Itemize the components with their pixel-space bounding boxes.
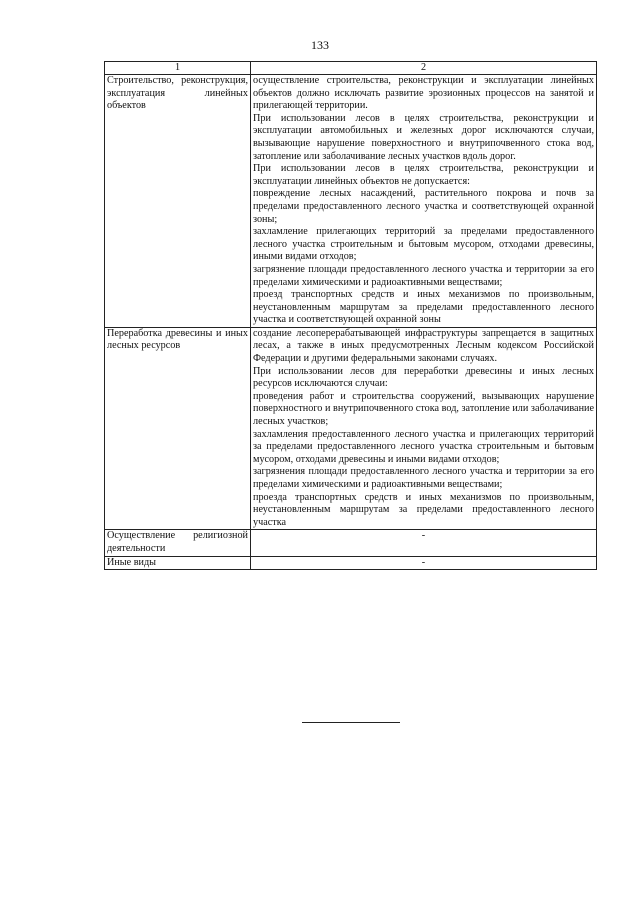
table-row [105,530,597,556]
requirements-table [104,61,597,570]
column-header-2: 2 [251,62,597,75]
requirement-paragraph: загрязнение площади предоставленного лесного участка и территории за его пределами химическими и радиоактивными веществами; [253,263,594,288]
requirement-paragraph: проведения работ и строительства сооружений, вызывающих нарушение поверхностного и внутрипочвенного стока вод, затопление или заболачивание лесных участков; [253,390,594,428]
requirement-paragraph: захламление прилегающих территорий за пределами предоставленного лесного участка строительным и бытовым мусором, отходами древесины, иными видами отходов; [253,226,594,263]
table-row [105,75,597,328]
requirement-paragraph: проезд транспортных средств и иных механизмов по произвольным, неустановленным маршрутам за пределами предоставленного лесного участка и соответствующей охранной зоны [253,289,594,326]
requirements-cell: - [251,556,597,570]
activity-cell: Иные виды [105,556,251,570]
requirement-paragraph: При использовании лесов для переработки древесины и иных лесных ресурсов исключаются случаи: [253,365,594,390]
requirements-cell [251,75,597,328]
table-header-row [105,62,597,75]
requirement-paragraph: повреждение лесных насаждений, растительного покрова и почв за пределами предоставленного лесного участка и соответствующей охранной зоны; [253,188,594,225]
requirement-paragraph: загрязнения площади предоставленного лесного участка и территории за его пределами химическими и радиоактивными веществами; [253,466,594,490]
table-row [105,327,597,530]
requirement-paragraph: осуществление строительства, реконструкции и эксплуатации линейных объектов должно исключать развитие эрозионных процессов на занятой и прилегающей территории. [253,75,594,112]
activity-cell: Строительство, реконструкция, эксплуатация линейных объектов [105,75,251,328]
activity-cell: Осуществление религиозной деятельности [105,530,251,556]
requirement-paragraph: проезда транспортных средств и иных механизмов по произвольным, неустановленным маршрутам за пределами предоставленного лесного участка [253,491,594,528]
requirement-paragraph: При использовании лесов в целях строительства, реконструкции и эксплуатации линейных объектов не допускается: [253,163,594,187]
column-header-1: 1 [105,62,251,75]
page-number: 133 [311,38,329,52]
activity-cell: Переработка древесины и иных лесных ресурсов [105,327,251,530]
requirements-cell [251,327,597,530]
requirements-cell: - [251,530,597,556]
requirement-paragraph: захламления предоставленного лесного участка и прилегающих территорий за пределами предоставленного лесного участка строительным и бытовым мусором, отходами древесины и иными видами отходов; [253,428,594,465]
requirement-paragraph: создание лесоперерабатывающей инфраструктуры запрещается в защитных лесах, а также в иных предусмотренных Лесным кодексом Российской Федерации и другими федеральными законами случаях. [253,327,594,365]
footer-divider [302,722,400,723]
table-row [105,556,597,570]
requirement-paragraph: При использовании лесов в целях строительства, реконструкции и эксплуатации автомобильных и железных дорог исключаются случаи, вызывающие нарушение поверхностного и внутрипочвенного стока вод, затопление или заболачивание лесных участков вдоль дорог. [253,112,594,162]
